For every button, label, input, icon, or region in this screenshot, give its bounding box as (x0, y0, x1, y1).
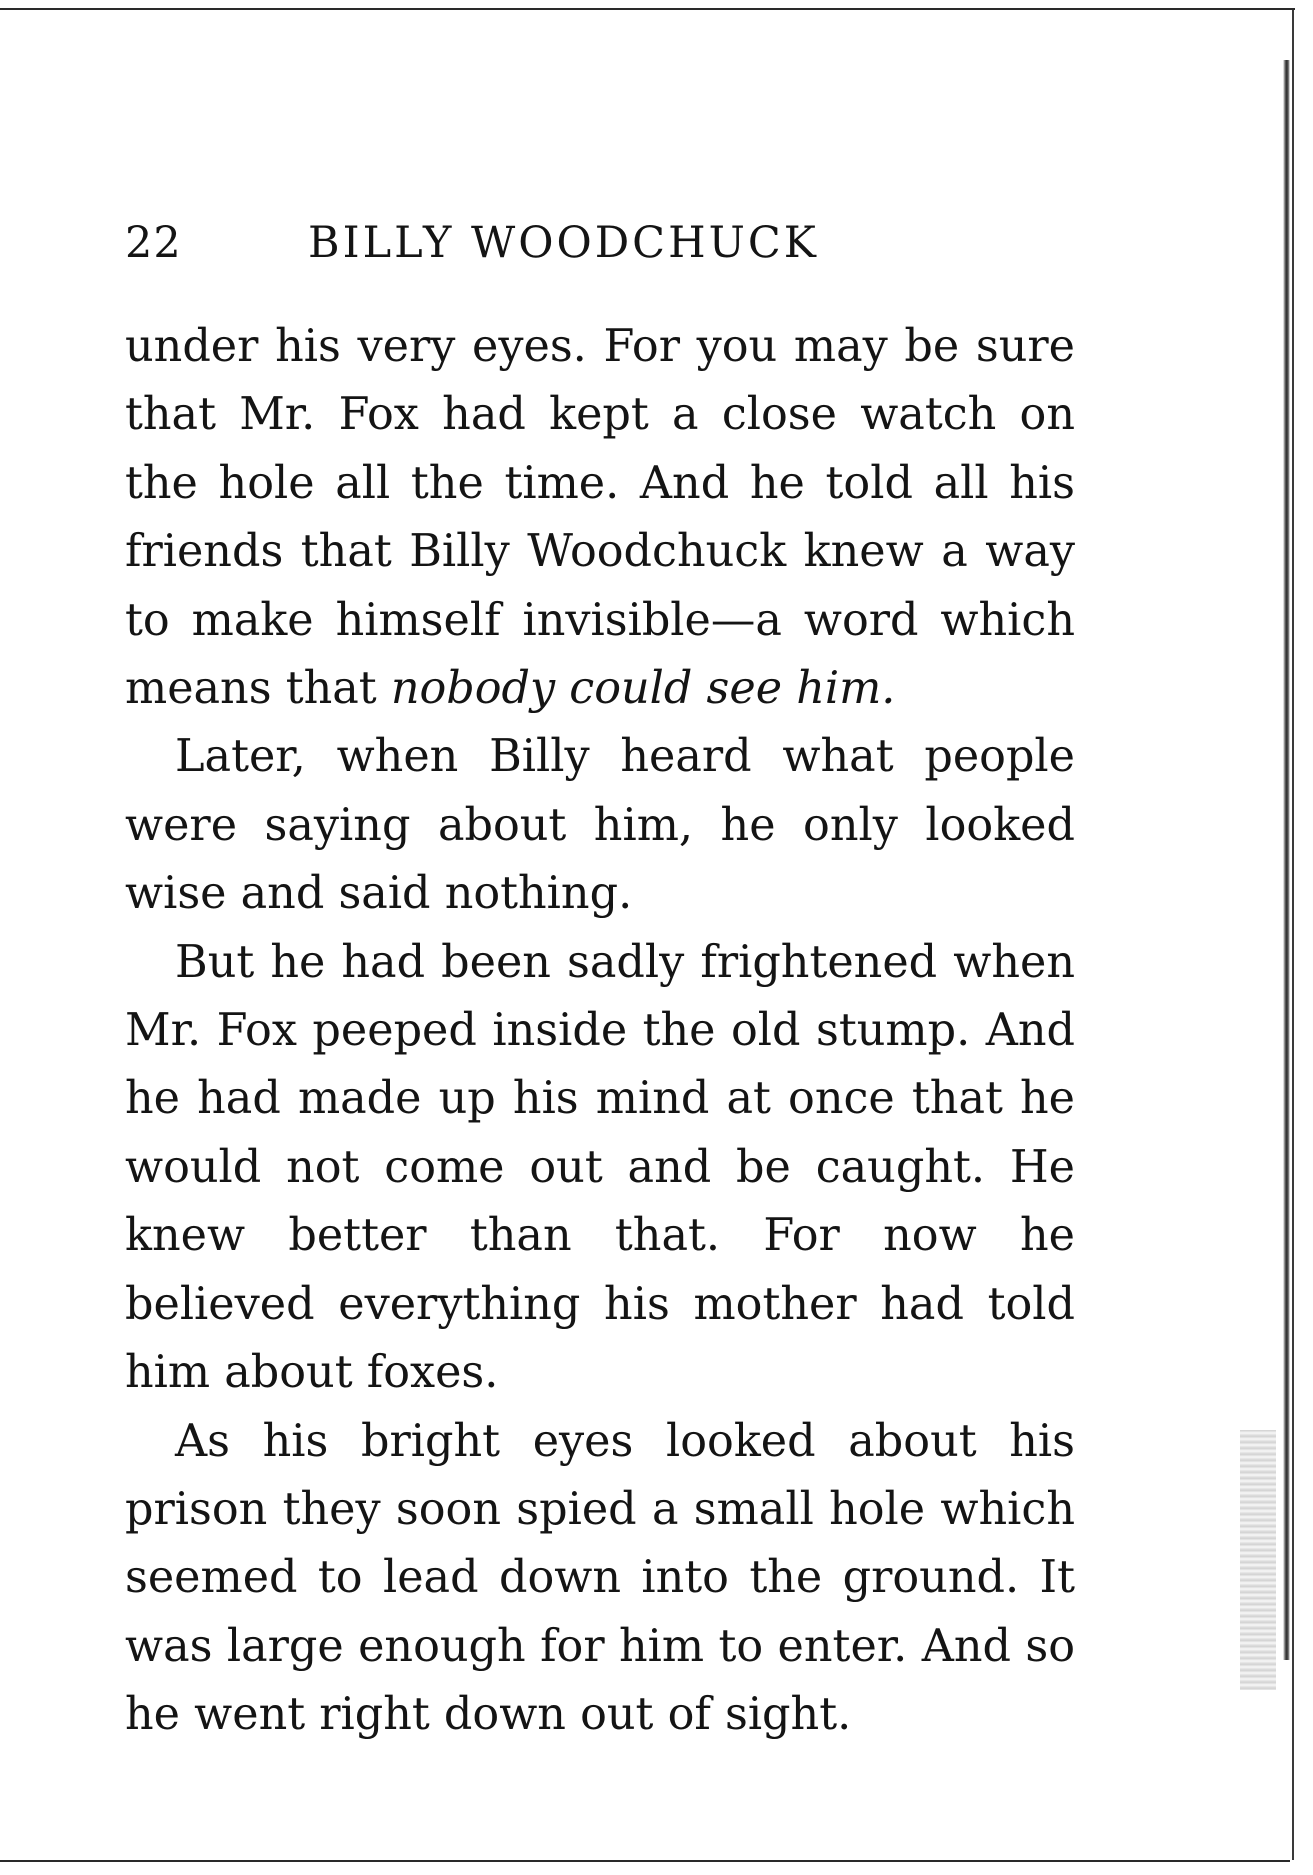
paragraph-text: As his bright eyes looked about his prison they soon spied a small hole which seemed to lead down into the ground. It was large enough for him to enter. And so he went right down out of sight. (125, 1415, 1075, 1741)
paragraph-text: But he had been sadly frightened when Mr. Fox peeped inside the old stump. And he had made up his mind at once that he would not come out and be caught. He knew better than that. For now he believed everything his mother had told him about foxes. (125, 936, 1075, 1399)
running-header (125, 218, 1085, 278)
paragraph-1 (125, 313, 1075, 723)
body-text (125, 313, 1075, 1750)
paragraph-4 (125, 1408, 1075, 1750)
paragraph-2 (125, 723, 1075, 928)
bottom-edge-line (0, 1860, 1290, 1862)
page-edge-line (1292, 10, 1294, 1860)
italic-emphasis: nobody could see him. (390, 663, 896, 715)
running-title: BILLY WOODCHUCK (308, 218, 819, 268)
paragraph-text: under his very eyes. For you may be sure that Mr. Fox had kept a close watch on the hole all the time. And he told all his friends that Billy Woodchuck knew a way to make himself invisible—a word which means that (125, 321, 1075, 715)
binding-shadow (1283, 60, 1290, 1660)
top-edge-line (0, 8, 1295, 10)
paragraph-text: Later, when Billy heard what people were saying about him, he only looked wise and said nothing. (125, 731, 1075, 920)
paragraph-3 (125, 929, 1075, 1408)
scan-noise (1240, 1430, 1276, 1690)
page-number: 22 (125, 218, 182, 268)
